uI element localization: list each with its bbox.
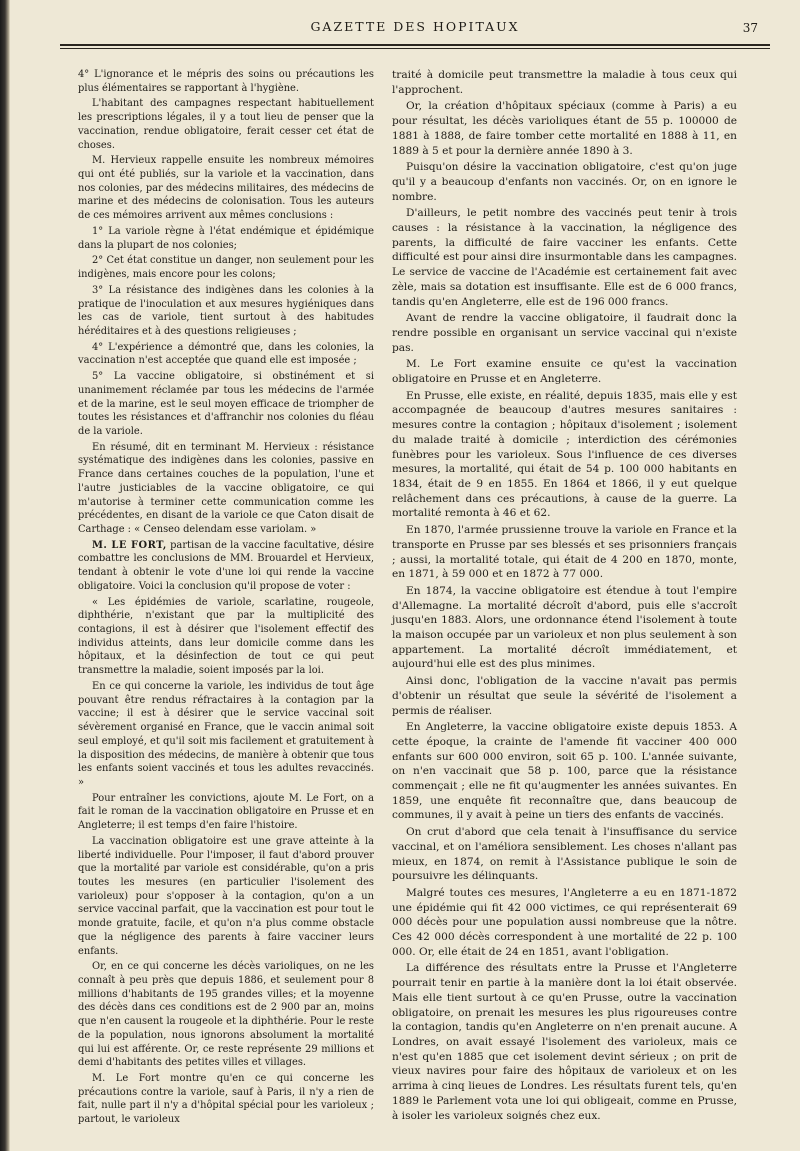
- paragraph: Puisqu'on désire la vaccination obligatoire, c'est qu'on juge qu'il y a beaucoup d'enfants non vaccinés. Or, on en ignore le nombre.: [392, 161, 737, 203]
- paragraph: M. Le Fort montre qu'en ce qui concerne les précautions contre la variole, sauf à Paris, il n'y a rien de fait, nulle part il n'y a d'hôpital spécial pour les varioleux ; partout, le varioleux: [78, 1073, 374, 1126]
- paragraph: La vaccination obligatoire est une grave atteinte à la liberté individuelle. Pour l'imposer, il faut d'abord prouver que la mortalité par variole est considérable, qu'on a pris toutes les mesures (en particulier l'isolement des varioleux) pour s'opposer à la contagion, qu'on a un service vaccinal parfait, que la vaccination est pour tout le monde gratuite, facile, et qu'on n'a plus comme obstacle que la négligence des parents à faire vacciner leurs enfants.: [78, 835, 374, 957]
- paragraph: La différence des résultats entre la Prusse et l'Angleterre pourrait tenir en partie à la manière dont la loi était observée. Mais elle tient surtout à ce qu'en Prusse, outre la vaccination obligatoire, on prenait les mesures les plus rigoureuses contre la contagion, tandis qu'en Angleterre on n'en prenait aucune. A Londres, on avait essayé l'isolement des varioleux, mais ce n'est qu'en 1885 que cet isolement devint sérieux ; on prit de vieux navires pour faire des hôpitaux de varioleux et on les arrima à cinq lieues de Londres. Les résultats furent tels, qu'en 1889 le Parlement vota une loi qui obligeait, comme en Prusse, à isoler les varioleux soignés chez eux.: [392, 962, 737, 1122]
- speaker-name: M. LE FORT,: [92, 539, 167, 551]
- paragraph: Pour entraîner les convictions, ajoute M. Le Fort, on a fait le roman de la vaccination obligatoire en Prusse et en Angleterre; il est temps d'en faire l'histoire.: [78, 792, 374, 832]
- paragraph: Avant de rendre la vaccine obligatoire, il faudrait donc la rendre possible en organisant un service vaccinal qui n'existe pas.: [392, 312, 737, 354]
- left-column: [78, 68, 374, 1129]
- running-header: [60, 14, 770, 44]
- paragraph: En 1870, l'armée prussienne trouve la variole en France et la transporte en Prusse par ses blessés et ses prisonniers français ; aussi, la mortalité totale, qui était de 4 200 en 1870, monte, en 1871, à 59 000 et en 1872 à 77 000.: [392, 524, 737, 581]
- paragraph: [78, 539, 374, 594]
- page-binding-edge: [0, 0, 10, 1151]
- paragraph: 4° L'expérience a démontré que, dans les colonies, la vaccination n'est acceptée que quand elle est imposée ;: [78, 341, 374, 367]
- paragraph: Or, en ce qui concerne les décès varioliques, on ne les connaît à peu près que depuis 1886, et seulement pour 8 millions d'habitants de 195 grandes villes; et la moyenne des décès dans ces conditions est de 2 900 par an, moins que n'en causent la rougeole et la diphthérie. Pour le reste de la population, nous ignorons absolument la mortalité qui lui est afférente. Or, ce reste représente 29 millions et demi d'habitants des petites villes et villages.: [78, 961, 374, 1069]
- paragraph-text: partisan de la vaccine facultative, désire combattre les conclusions de MM. Brouardel et Hervieux, tendant à obtenir le vote d'une loi qui rende la vaccine obligatoire. Voici la conclusion qu'il propose de voter :: [78, 539, 375, 592]
- paragraph: En Prusse, elle existe, en réalité, depuis 1835, mais elle y est accompagnée de beaucoup d'autres mesures sanitaires : mesures contre la contagion ; hôpitaux d'isolement ; isolement du malade traité à domicile ; interdiction des cérémonies funèbres pour les varioleux. Sous l'influence de ces diverses mesures, la mortalité, qui était de 54 p. 100 000 habitants en 1834, était de 9 en 1855. En 1864 et 1866, il y eut quelque relâchement dans ces précautions, à cause de la guerre. La mortalité remonta à 46 et 62.: [392, 389, 737, 520]
- paragraph: En résumé, dit en terminant M. Hervieux : résistance systématique des indigènes dans les colonies, passive en France dans certaines couches de la population, l'une et l'autre justiciables de la vaccine obligatoire, ce qui m'autorise à terminer cette communication comme les précédentes, en disant de la variole ce que Caton disait de Carthage : « Censeo delendam esse variolam. »: [78, 441, 374, 535]
- paragraph: 2° Cet état constitue un danger, non seulement pour les indigènes, mais encore pour les colons;: [78, 255, 374, 281]
- paragraph: 3° La résistance des indigènes dans les colonies à la pratique de l'inoculation et aux mesures hygiéniques dans les cas de variole, tient surtout à des habitudes héréditaires et à des questions religieuses ;: [78, 284, 374, 337]
- paragraph: 5° La vaccine obligatoire, si obstinément et si unanimement réclamée par tous les médecins de l'armée et de la marine, est le seul moyen efficace de triompher de toutes les résistances et d'affranchir nos colonies du fléau de la variole.: [78, 371, 374, 437]
- header-rule: [60, 44, 770, 49]
- paragraph: « Les épidémies de variole, scarlatine, rougeole, diphthérie, n'existant que par la multiplicité des contagions, il est à désirer que l'isolement effectif des individus atteints, dans leur domicile comme dans les hôpitaux, et la désinfection de tout ce qui peut transmettre la maladie, soient imposés par la loi.: [78, 596, 374, 677]
- paragraph: En 1874, la vaccine obligatoire est étendue à tout l'empire d'Allemagne. La mortalité décroît d'abord, puis elle s'accroît jusqu'en 1883. Alors, une ordonnance étend l'isolement à toute la maison occupée par un varioleux et non plus seulement à son appartement. La mortalité décroît immédiatement, et aujourd'hui elle est des plus minimes.: [392, 584, 737, 671]
- paragraph: On crut d'abord que cela tenait à l'insuffisance du service vaccinal, et on l'améliora sensiblement. Les choses n'allant pas mieux, en 1874, on remit à l'Assistance publique le soin de poursuivre les délinquants.: [392, 826, 737, 883]
- paragraph: En ce qui concerne la variole, les individus de tout âge pouvant être rendus réfractaires à la contagion par la vaccine; il est à désirer que le service vaccinal soit sévèrement organisé en France, que le vaccin animal soit seul employé, et qu'il soit mis facilement et gratuitement à la disposition des médecins, de manière à obtenir que tous les enfants soient vaccinés et tous les adultes revaccinés. »: [78, 680, 374, 788]
- right-column: [392, 68, 737, 1125]
- paragraph: 4° L'ignorance et le mépris des soins ou précautions les plus élémentaires se rapportant à l'hygiène.: [78, 69, 374, 94]
- journal-title: GAZETTE DES HOPITAUX: [310, 19, 520, 34]
- paragraph: D'ailleurs, le petit nombre des vaccinés peut tenir à trois causes : la résistance à la vaccination, la négligence des parents, la difficulté de faire vacciner les enfants. Cette difficulté est pour ainsi dire insurmontable dans les campagnes. Le service de vaccine de l'Académie est certainement fait avec zèle, mais sa dotation est insuffisante. Elle est de 6 000 francs, tandis qu'en Angleterre, elle est de 196 000 francs.: [392, 207, 737, 308]
- paragraph: L'habitant des campagnes respectant habituellement les prescriptions légales, il y a tout lieu de penser que la vaccination, rendue obligatoire, ferait cesser cet état de choses.: [78, 98, 374, 151]
- paragraph: traité à domicile peut transmettre la maladie à tous ceux qui l'approchent.: [392, 69, 737, 96]
- paragraph: M. Le Fort examine ensuite ce qu'est la vaccination obligatoire en Prusse et en Angleterre.: [392, 358, 737, 386]
- paragraph: Or, la création d'hôpitaux spéciaux (comme à Paris) a eu pour résultat, les décès varioliques étant de 55 p. 100000 de 1881 à 1888, de faire tomber cette mortalité en 1888 à 11, en 1889 à 5 et pour la dernière année 1890 à 3.: [392, 100, 737, 157]
- paragraph: En Angleterre, la vaccine obligatoire existe depuis 1853. A cette époque, la crainte de l'amende fit vacciner 400 000 enfants sur 600 000 environ, soit 65 p. 100. L'année suivante, on n'en vaccinait que 58 p. 100, parce que la résistance commençait ; elle ne fit qu'augmenter les années suivantes. En 1859, une enquête fit reconnaître que, dans beaucoup de communes, il y avait à peine un tiers des enfants de vaccinés.: [392, 721, 737, 822]
- page-number: 37: [742, 21, 758, 35]
- paragraph: Malgré toutes ces mesures, l'Angleterre a eu en 1871-1872 une épidémie qui fit 42 000 victimes, ce qui représenterait 69 000 décès pour une population aussi nombreuse que la nôtre. Ces 42 000 décès correspondent à une mortalité de 22 p. 100 000. Or, elle était de 24 en 1851, avant l'obligation.: [392, 886, 737, 958]
- paragraph: 1° La variole règne à l'état endémique et épidémique dans la plupart de nos colonies;: [78, 225, 374, 251]
- paragraph: M. Hervieux rappelle ensuite les nombreux mémoires qui ont été publiés, sur la variole et la vaccination, dans nos colonies, par des médecins militaires, des médecins de marine et des médecins de colonisation. Tous les auteurs de ces mémoires arrivent aux mêmes conclusions :: [78, 155, 374, 222]
- paragraph: Ainsi donc, l'obligation de la vaccine n'avait pas permis d'obtenir un résultat que seule la sévérité de l'isolement a permis de réaliser.: [392, 675, 737, 717]
